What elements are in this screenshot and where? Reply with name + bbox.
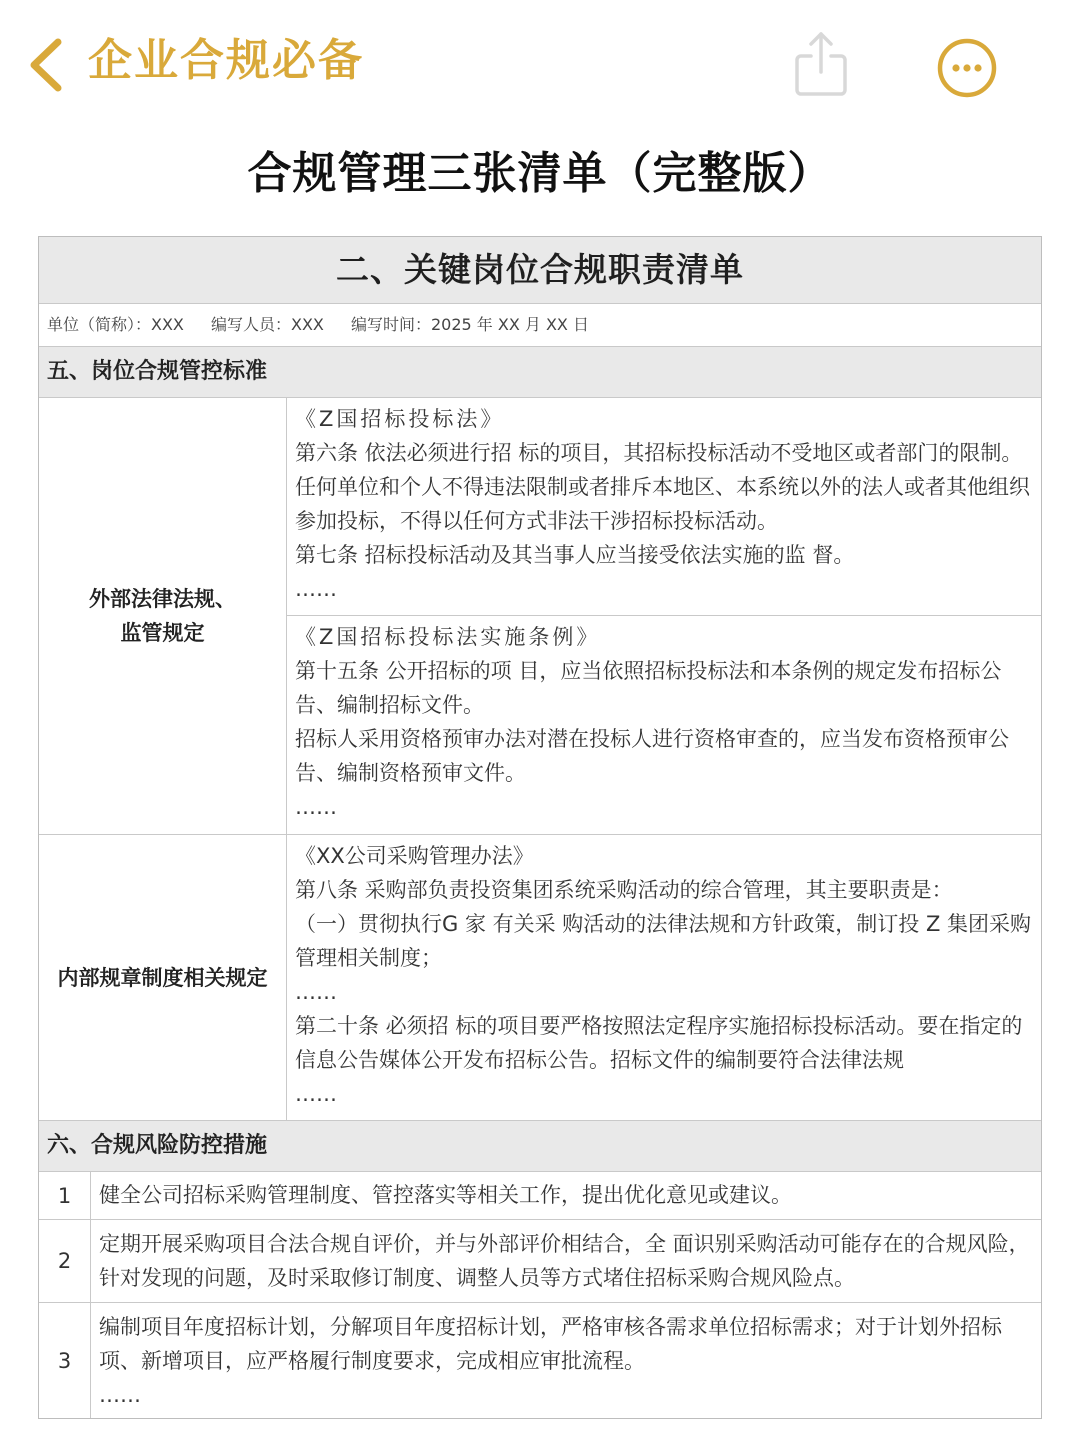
ellipsis: …… xyxy=(99,1383,141,1407)
risk-number: 2 xyxy=(39,1220,91,1302)
risk-line: 定期开展采购项目合法合规自评价，并与外部评价相结合，全 面识别采购活动可能存在的合规风险，针对发现的问题，及时采取修订制度、调整人员等方式堵住招标采购合规风险点。 xyxy=(99,1232,1030,1290)
group-body xyxy=(287,835,1041,1120)
chevron-left-icon xyxy=(26,38,70,92)
law-text: 第二十条 必须招 标的项目要严格按照法定程序实施招标投标活动。要在指定的信息公告媒体公开发布招标公告。招标文件的编制要符合法律法规 xyxy=(295,1014,1023,1072)
share-button[interactable] xyxy=(793,30,849,98)
law-text: 第六条 依法必须进行招 标的项目，其招标投标活动不受地区或者部门的限制。任何单位和个人不得违法限制或者排斥本地区、本系统以外的法人或者其他组织参加投标，不得以任何方式非法干涉招标投标活动。 xyxy=(295,441,1030,533)
law-text: 第七条 招标投标活动及其当事人应当接受依法实施的监 督。 xyxy=(295,543,855,567)
section-heading: 六、合规风险防控措施 xyxy=(39,1121,1041,1172)
app-title: 企业合规必备 xyxy=(88,35,364,86)
more-horizontal-icon xyxy=(936,37,998,99)
law-title: 《Z国招标投标法实施条例》 xyxy=(295,625,601,649)
section-heading: 五、岗位合规管控标准 xyxy=(39,347,1041,398)
regulation-group xyxy=(39,398,1041,835)
regulation-cell xyxy=(287,615,1041,828)
risk-text xyxy=(91,1303,1041,1418)
regulation-group xyxy=(39,835,1041,1121)
regulation-cell xyxy=(287,835,1041,1115)
back-button[interactable] xyxy=(26,38,70,92)
law-title: 《XX公司采购管理办法》 xyxy=(295,844,534,868)
document-title: 合规管理三张清单（完整版） xyxy=(247,148,833,199)
ellipsis: …… xyxy=(295,980,337,1004)
top-bar xyxy=(0,0,1080,125)
risk-number: 1 xyxy=(39,1172,91,1219)
compliance-sheet xyxy=(38,236,1042,1419)
risk-line: 编制项目年度招标计划，分解项目年度招标计划，严格审核各需求单位招标需求；对于计划外招标项、新增项目，应严格履行制度要求，完成相应审批流程。 xyxy=(99,1315,1002,1373)
regulation-cell xyxy=(287,398,1041,615)
risk-line: 健全公司招标采购管理制度、管控落实等相关工作，提出优化意见或建议。 xyxy=(99,1183,792,1207)
ellipsis: …… xyxy=(295,577,337,601)
law-text: 招标人采用资格预审办法对潜在投标人进行资格审查的，应当发布资格预审公告、编制资格预审文件。 xyxy=(295,727,1009,785)
risk-number: 3 xyxy=(39,1303,91,1418)
group-label: 内部规章制度相关规定 xyxy=(39,835,287,1120)
law-text: 第十五条 公开招标的项 目，应当依照招标投标法和本条例的规定发布招标公告、编制招标文件。 xyxy=(295,659,1002,717)
meta-author: 编写人员：XXX xyxy=(210,315,324,334)
risk-row xyxy=(39,1220,1041,1303)
risk-text xyxy=(91,1172,1041,1219)
sheet-heading: 二、关键岗位合规职责清单 xyxy=(39,237,1041,304)
risk-row xyxy=(39,1172,1041,1220)
law-title: 《Z国招标投标法》 xyxy=(295,407,505,431)
group-label: 外部法律法规、 监管规定 xyxy=(39,398,287,834)
share-icon xyxy=(793,30,849,98)
ellipsis: …… xyxy=(295,795,337,819)
group-body xyxy=(287,398,1041,834)
ellipsis: …… xyxy=(295,1082,337,1106)
meta-unit: 单位（简称）：XXX xyxy=(47,315,184,334)
law-text: 第八条 采购部负责投资集团系统采购活动的综合管理，其主要职责是： xyxy=(295,878,953,902)
risk-row xyxy=(39,1303,1041,1418)
more-button[interactable] xyxy=(936,37,998,99)
meta-date: 编写时间：2025 年 XX 月 XX 日 xyxy=(350,315,589,334)
law-text: （一）贯彻执行G 家 有关采 购活动的法律法规和方针政策，制订投 Z 集团采购管理相关制度； xyxy=(295,912,1032,970)
risk-text xyxy=(91,1220,1041,1302)
meta-row xyxy=(39,304,1041,347)
